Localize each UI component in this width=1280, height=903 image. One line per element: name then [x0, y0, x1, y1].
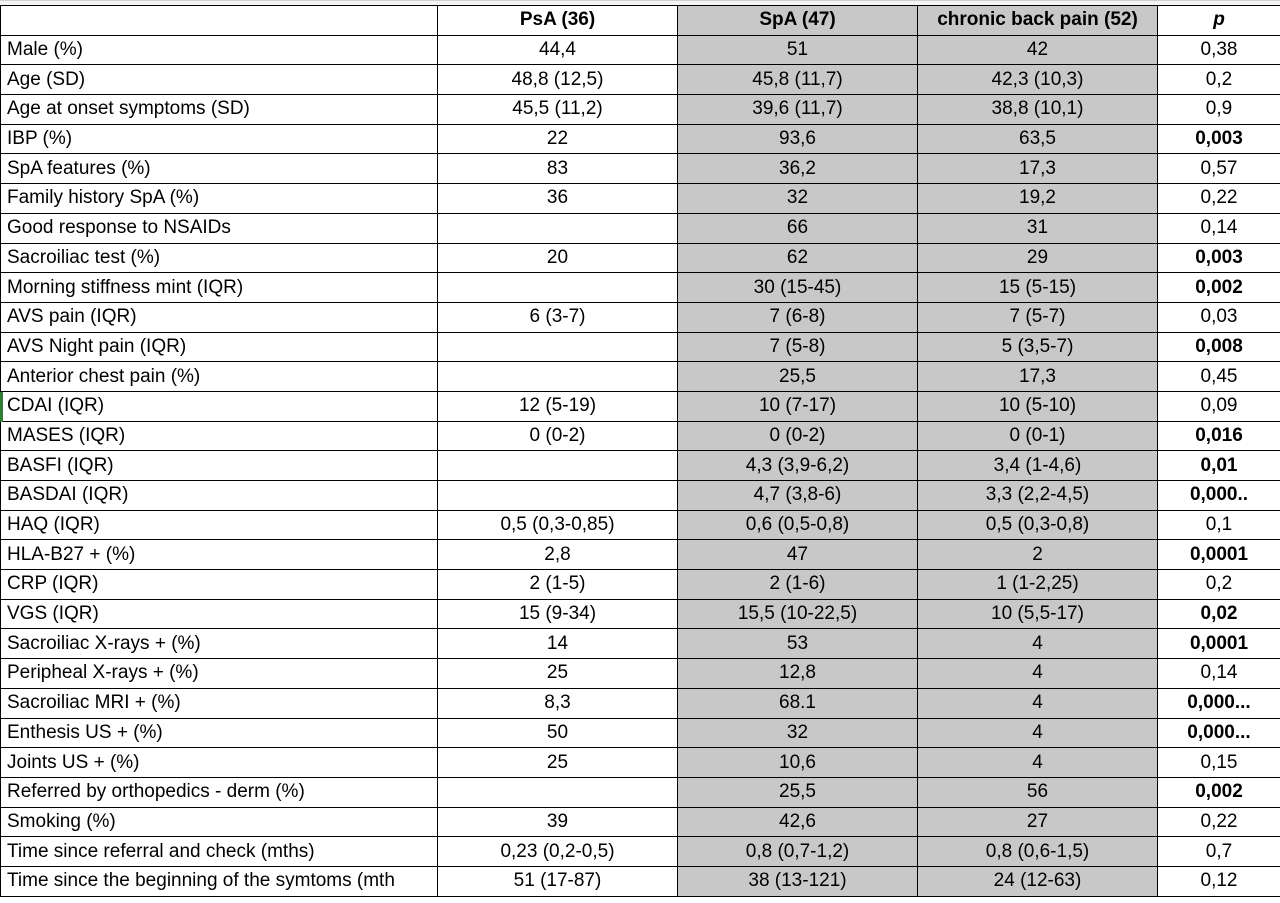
cell-spa[interactable]: 2 (1-6): [678, 570, 918, 600]
table-row: [1, 184, 1280, 214]
cell-label[interactable]: Morning stiffness mint (IQR): [1, 273, 438, 303]
table-row: [1, 243, 1280, 273]
cell-spa[interactable]: 25,5: [678, 362, 918, 392]
cell-chronic-back-pain[interactable]: 3,3 (2,2-4,5): [918, 481, 1158, 511]
cell-chronic-back-pain[interactable]: 27: [918, 807, 1158, 837]
cell-psa[interactable]: 51 (17-87): [438, 866, 678, 896]
cell-p[interactable]: 0,57: [1158, 154, 1280, 184]
cell-label[interactable]: Joints US + (%): [1, 748, 438, 778]
header-row: [1, 6, 1280, 36]
cell-spa[interactable]: 47: [678, 540, 918, 570]
cell-spa[interactable]: 7 (5-8): [678, 332, 918, 362]
cell-chronic-back-pain[interactable]: 10 (5-10): [918, 391, 1158, 421]
cell-psa[interactable]: 50: [438, 718, 678, 748]
table-row: [1, 332, 1280, 362]
cell-chronic-back-pain[interactable]: 4: [918, 688, 1158, 718]
cell-label[interactable]: Good response to NSAIDs: [1, 213, 438, 243]
cell-p[interactable]: 0,03: [1158, 302, 1280, 332]
cell-chronic-back-pain[interactable]: 0,8 (0,6-1,5): [918, 837, 1158, 867]
cell-psa[interactable]: [438, 213, 678, 243]
cell-chronic-back-pain[interactable]: 63,5: [918, 124, 1158, 154]
cell-label[interactable]: Sacroiliac test (%): [1, 243, 438, 273]
cell-psa[interactable]: [438, 273, 678, 303]
cell-spa[interactable]: 0,8 (0,7-1,2): [678, 837, 918, 867]
cell-p[interactable]: 0,016: [1158, 421, 1280, 451]
cell-chronic-back-pain[interactable]: 7 (5-7): [918, 302, 1158, 332]
cell-p[interactable]: 0,02: [1158, 599, 1280, 629]
cell-chronic-back-pain[interactable]: 4: [918, 748, 1158, 778]
cell-chronic-back-pain[interactable]: 10 (5,5-17): [918, 599, 1158, 629]
cell-chronic-back-pain[interactable]: 4: [918, 629, 1158, 659]
cell-spa[interactable]: 0 (0-2): [678, 421, 918, 451]
cell-p[interactable]: 0,002: [1158, 777, 1280, 807]
cell-p[interactable]: 0,14: [1158, 213, 1280, 243]
cell-chronic-back-pain[interactable]: 19,2: [918, 184, 1158, 214]
cell-p[interactable]: 0,0001: [1158, 629, 1280, 659]
cell-psa[interactable]: 48,8 (12,5): [438, 65, 678, 95]
cell-label[interactable]: Time since the beginning of the symtoms (mth: [1, 866, 438, 896]
cell-psa[interactable]: 44,4: [438, 35, 678, 65]
cell-psa[interactable]: [438, 332, 678, 362]
cell-chronic-back-pain[interactable]: 5 (3,5-7): [918, 332, 1158, 362]
table-row: [1, 629, 1280, 659]
cell-chronic-back-pain[interactable]: 42,3 (10,3): [918, 65, 1158, 95]
cell-label[interactable]: Sacroiliac MRI + (%): [1, 688, 438, 718]
cell-spa[interactable]: 53: [678, 629, 918, 659]
cell-p[interactable]: 0,12: [1158, 866, 1280, 896]
cell-label[interactable]: BASDAI (IQR): [1, 481, 438, 511]
cell-spa[interactable]: 36,2: [678, 154, 918, 184]
cell-label[interactable]: Time since referral and check (mths): [1, 837, 438, 867]
cell-psa[interactable]: 25: [438, 748, 678, 778]
cell-label[interactable]: AVS pain (IQR): [1, 302, 438, 332]
cell-psa[interactable]: 8,3: [438, 688, 678, 718]
cell-p[interactable]: 0,09: [1158, 391, 1280, 421]
cell-label[interactable]: Enthesis US + (%): [1, 718, 438, 748]
cell-spa[interactable]: 25,5: [678, 777, 918, 807]
cell-label[interactable]: Age at onset symptoms (SD): [1, 95, 438, 125]
table-row: [1, 777, 1280, 807]
table-row: [1, 718, 1280, 748]
cell-psa[interactable]: [438, 451, 678, 481]
table-row: [1, 65, 1280, 95]
cell-chronic-back-pain[interactable]: 3,4 (1-4,6): [918, 451, 1158, 481]
cell-spa[interactable]: 10,6: [678, 748, 918, 778]
table-row: [1, 748, 1280, 778]
cell-label[interactable]: CRP (IQR): [1, 570, 438, 600]
cell-label[interactable]: Peripheal X-rays + (%): [1, 659, 438, 689]
table-row: [1, 807, 1280, 837]
cell-psa[interactable]: 14: [438, 629, 678, 659]
table-row: [1, 154, 1280, 184]
table-row: [1, 510, 1280, 540]
cell-chronic-back-pain[interactable]: 2: [918, 540, 1158, 570]
cell-chronic-back-pain[interactable]: 4: [918, 659, 1158, 689]
cell-spa[interactable]: 68.1: [678, 688, 918, 718]
cell-psa[interactable]: 0,5 (0,3-0,85): [438, 510, 678, 540]
header-cell-psa[interactable]: PsA (36): [438, 6, 678, 36]
cell-chronic-back-pain[interactable]: 29: [918, 243, 1158, 273]
table-row: [1, 659, 1280, 689]
data-table: [0, 5, 1280, 897]
cell-label[interactable]: VGS (IQR): [1, 599, 438, 629]
cell-psa[interactable]: 0 (0-2): [438, 421, 678, 451]
cell-label[interactable]: IBP (%): [1, 124, 438, 154]
cell-p[interactable]: 0,15: [1158, 748, 1280, 778]
table-row: [1, 599, 1280, 629]
cell-p[interactable]: 0,22: [1158, 184, 1280, 214]
cell-chronic-back-pain[interactable]: 1 (1-2,25): [918, 570, 1158, 600]
table-row: [1, 451, 1280, 481]
header-cell-spa[interactable]: SpA (47): [678, 6, 918, 36]
cell-label[interactable]: Sacroiliac X-rays + (%): [1, 629, 438, 659]
table-row: [1, 213, 1280, 243]
cell-spa[interactable]: 12,8: [678, 659, 918, 689]
table-row: [1, 362, 1280, 392]
cell-p[interactable]: 0,000..: [1158, 481, 1280, 511]
table-body: [1, 6, 1280, 897]
cell-p[interactable]: 0,008: [1158, 332, 1280, 362]
cell-chronic-back-pain[interactable]: 0 (0-1): [918, 421, 1158, 451]
table-row: [1, 481, 1280, 511]
cell-p[interactable]: 0,01: [1158, 451, 1280, 481]
cell-p[interactable]: 0,003: [1158, 124, 1280, 154]
cell-chronic-back-pain[interactable]: 15 (5-15): [918, 273, 1158, 303]
table-row: [1, 95, 1280, 125]
table-row: [1, 391, 1280, 421]
cell-chronic-back-pain[interactable]: 0,5 (0,3-0,8): [918, 510, 1158, 540]
cell-label[interactable]: Age (SD): [1, 65, 438, 95]
cell-spa[interactable]: 32: [678, 184, 918, 214]
cell-p[interactable]: 0,38: [1158, 35, 1280, 65]
cell-spa[interactable]: 0,6 (0,5-0,8): [678, 510, 918, 540]
cell-p[interactable]: 0,000...: [1158, 718, 1280, 748]
header-cell-label[interactable]: [1, 6, 438, 36]
cell-spa[interactable]: 93,6: [678, 124, 918, 154]
header-cell-p[interactable]: p: [1158, 6, 1280, 36]
cell-psa[interactable]: [438, 777, 678, 807]
cell-psa[interactable]: 2,8: [438, 540, 678, 570]
table-row: [1, 570, 1280, 600]
cell-chronic-back-pain[interactable]: 24 (12-63): [918, 866, 1158, 896]
cell-spa[interactable]: 42,6: [678, 807, 918, 837]
cell-psa[interactable]: 20: [438, 243, 678, 273]
cell-spa[interactable]: 15,5 (10-22,5): [678, 599, 918, 629]
table-row: [1, 688, 1280, 718]
table-row: [1, 302, 1280, 332]
cell-spa[interactable]: 45,8 (11,7): [678, 65, 918, 95]
cell-spa[interactable]: 38 (13-121): [678, 866, 918, 896]
cell-p[interactable]: 0,45: [1158, 362, 1280, 392]
cell-label[interactable]: BASFI (IQR): [1, 451, 438, 481]
cell-psa[interactable]: 22: [438, 124, 678, 154]
cell-psa[interactable]: 12 (5-19): [438, 391, 678, 421]
cell-psa[interactable]: 83: [438, 154, 678, 184]
cell-chronic-back-pain[interactable]: 4: [918, 718, 1158, 748]
table-row: [1, 866, 1280, 896]
cell-p[interactable]: 0,002: [1158, 273, 1280, 303]
cell-label[interactable]: HLA-B27 + (%): [1, 540, 438, 570]
table-row: [1, 837, 1280, 867]
cell-chronic-back-pain[interactable]: 17,3: [918, 362, 1158, 392]
cell-p[interactable]: 0,2: [1158, 65, 1280, 95]
table-row: [1, 421, 1280, 451]
table-row: [1, 124, 1280, 154]
cell-spa[interactable]: 32: [678, 718, 918, 748]
cell-p[interactable]: 0,1: [1158, 510, 1280, 540]
cell-label[interactable]: CDAI (IQR): [1, 391, 438, 421]
header-cell-chronic-back-pain[interactable]: chronic back pain (52): [918, 6, 1158, 36]
cell-spa[interactable]: 62: [678, 243, 918, 273]
cell-p[interactable]: 0,7: [1158, 837, 1280, 867]
cell-psa[interactable]: 39: [438, 807, 678, 837]
cell-p[interactable]: 0,003: [1158, 243, 1280, 273]
cell-psa[interactable]: 0,23 (0,2-0,5): [438, 837, 678, 867]
cell-p[interactable]: 0,0001: [1158, 540, 1280, 570]
cell-spa[interactable]: 66: [678, 213, 918, 243]
cell-spa[interactable]: 51: [678, 35, 918, 65]
cell-spa[interactable]: 39,6 (11,7): [678, 95, 918, 125]
cell-spa[interactable]: 7 (6-8): [678, 302, 918, 332]
cell-p[interactable]: 0,2: [1158, 570, 1280, 600]
cell-chronic-back-pain[interactable]: 42: [918, 35, 1158, 65]
cell-psa[interactable]: [438, 362, 678, 392]
cell-label[interactable]: HAQ (IQR): [1, 510, 438, 540]
cell-psa[interactable]: 45,5 (11,2): [438, 95, 678, 125]
active-cell-marker: [0, 392, 3, 422]
cell-p[interactable]: 0,9: [1158, 95, 1280, 125]
cell-label[interactable]: Anterior chest pain (%): [1, 362, 438, 392]
cell-psa[interactable]: 36: [438, 184, 678, 214]
cell-label[interactable]: Male (%): [1, 35, 438, 65]
cell-psa[interactable]: 15 (9-34): [438, 599, 678, 629]
cell-p[interactable]: 0,22: [1158, 807, 1280, 837]
cell-chronic-back-pain[interactable]: 56: [918, 777, 1158, 807]
cell-psa[interactable]: 25: [438, 659, 678, 689]
table-row: [1, 35, 1280, 65]
table-row: [1, 273, 1280, 303]
cell-spa[interactable]: 4,3 (3,9-6,2): [678, 451, 918, 481]
cell-psa[interactable]: [438, 481, 678, 511]
cell-label[interactable]: AVS Night pain (IQR): [1, 332, 438, 362]
cell-label[interactable]: Family history SpA (%): [1, 184, 438, 214]
cell-psa[interactable]: 6 (3-7): [438, 302, 678, 332]
cell-p[interactable]: 0,14: [1158, 659, 1280, 689]
cell-label[interactable]: SpA features (%): [1, 154, 438, 184]
cell-chronic-back-pain[interactable]: 31: [918, 213, 1158, 243]
cell-spa[interactable]: 30 (15-45): [678, 273, 918, 303]
cell-spa[interactable]: 4,7 (3,8-6): [678, 481, 918, 511]
cell-chronic-back-pain[interactable]: 17,3: [918, 154, 1158, 184]
table-row: [1, 540, 1280, 570]
cell-label[interactable]: Referred by orthopedics - derm (%): [1, 777, 438, 807]
cell-spa[interactable]: 10 (7-17): [678, 391, 918, 421]
cell-p[interactable]: 0,000...: [1158, 688, 1280, 718]
cell-psa[interactable]: 2 (1-5): [438, 570, 678, 600]
cell-label[interactable]: MASES (IQR): [1, 421, 438, 451]
cell-label[interactable]: Smoking (%): [1, 807, 438, 837]
cell-chronic-back-pain[interactable]: 38,8 (10,1): [918, 95, 1158, 125]
